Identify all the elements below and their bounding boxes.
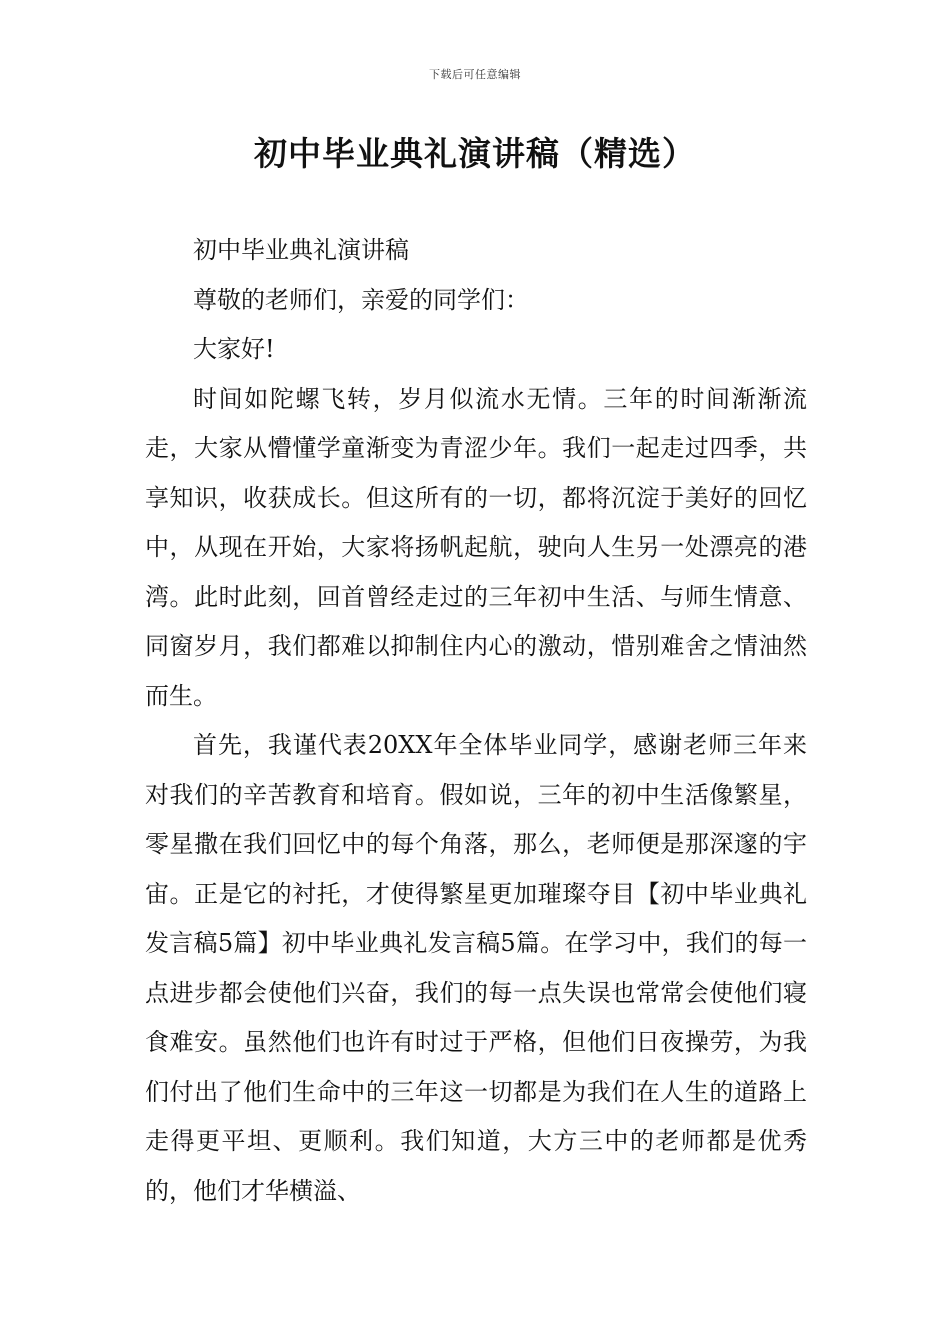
paragraph-salutation: 尊敬的老师们，亲爱的同学们： bbox=[193, 285, 529, 314]
document-body bbox=[145, 226, 807, 1216]
paragraph-subtitle: 初中毕业典礼演讲稿 bbox=[193, 236, 409, 264]
document-title: 初中毕业典礼演讲稿（精选） bbox=[254, 134, 696, 173]
paragraph-greeting: 大家好! bbox=[193, 335, 275, 363]
paragraph-body-1: 时间如陀螺飞转，岁月似流水无情。三年的时间渐渐流走，大家从懵懂学童渐变为青涩少年。我们一起走过四季，共享知识，收获成长。但这所有的一切，都将沉淀于美好的回忆中，从现在开始，大家将扬帆起航，驶向人生另一处漂亮的港湾。此时此刻，回首曾经走过的三年初中生活、与师生情意、同窗岁月，我们都难以抑制住内心的激动，惜别难舍之情油然而生。 bbox=[145, 384, 807, 710]
page-header-note: 下载后可任意编辑 bbox=[429, 68, 521, 81]
paragraph-body-2: 首先，我谨代表20XX年全体毕业同学，感谢老师三年来对我们的辛苦教育和培育。假如说，三年的初中生活像繁星，零星撒在我们回忆中的每个角落，那么，老师便是那深邃的宇宙。正是它的衬托，才使得繁星更加璀璨夺目【初中毕业典礼发言稿5篇】初中毕业典礼发言稿5篇。在学习中，我们的每一点进步都会使他们兴奋，我们的每一点失误也常常会使他们寝食难安。虽然他们也许有时过于严格，但他们日夜操劳，为我们付出了他们生命中的三年这一切都是为我们在人生的道路上走得更平坦、更顺利。我们知道，大方三中的老师都是优秀的，他们才华横溢、 bbox=[145, 731, 807, 1205]
